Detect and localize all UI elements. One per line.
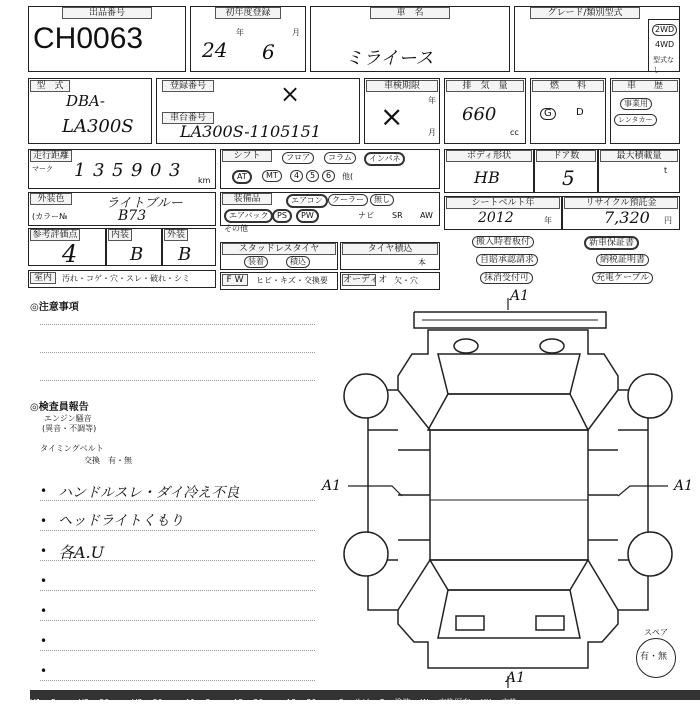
spare-label: スペア bbox=[644, 628, 668, 637]
bullet: • bbox=[40, 544, 48, 558]
lot-number-value: CH0063 bbox=[33, 22, 144, 55]
note-line bbox=[40, 530, 315, 531]
bullet: • bbox=[40, 604, 48, 618]
trans-mt: MT bbox=[262, 170, 282, 182]
legend-item: 30cm bbox=[152, 698, 175, 707]
legend-item: S bbox=[338, 698, 344, 707]
car-name-label: 車 名 bbox=[370, 7, 450, 19]
note-line bbox=[40, 500, 315, 501]
equip-aircon: エアコン bbox=[286, 194, 328, 208]
trans-4: 4 bbox=[290, 170, 303, 182]
bullet: • bbox=[40, 574, 48, 588]
first-registration-label: 初年度登録 bbox=[215, 7, 281, 19]
body-label: ボディ形状 bbox=[446, 150, 532, 162]
usage-business: 事業用 bbox=[620, 98, 652, 110]
doc-delivery: 搬入時着板付 bbox=[472, 236, 534, 248]
note-line bbox=[40, 380, 315, 381]
fw-label: F W bbox=[222, 274, 248, 286]
interior-cond-options: 汚れ・コゲ・穴・スレ・破れ・シミ bbox=[62, 274, 190, 283]
legend-item: 5cm bbox=[205, 698, 223, 707]
legend-item: A1 bbox=[184, 698, 196, 707]
registration-label: 登録番号 bbox=[162, 80, 214, 92]
bullet: • bbox=[40, 634, 48, 648]
registration-value: × bbox=[280, 80, 301, 108]
legend-item: U2 bbox=[78, 698, 90, 707]
load-unit: t bbox=[664, 166, 668, 175]
damage-mark-top: A1 bbox=[510, 288, 530, 304]
usage-label: 車 歴 bbox=[612, 80, 678, 92]
legend-item: U1 bbox=[30, 698, 41, 707]
mileage-digit: 1 bbox=[74, 160, 86, 181]
audio-options: 欠・穴 bbox=[394, 276, 418, 285]
bullet: • bbox=[40, 514, 48, 528]
legend-bar bbox=[30, 690, 700, 707]
fuel-d: D bbox=[576, 107, 584, 118]
drive-none: 型式なし bbox=[653, 56, 674, 74]
fuel-g: G bbox=[540, 108, 556, 120]
trans-other: 他( bbox=[342, 172, 354, 181]
studless-loaded: 積込 bbox=[286, 256, 310, 268]
note-line bbox=[40, 324, 315, 325]
score-value: 4 bbox=[62, 240, 78, 268]
legend-item: XX bbox=[480, 698, 492, 707]
seatbelt-label: シートベルト年 bbox=[446, 197, 560, 209]
displacement-unit: cc bbox=[510, 128, 519, 137]
legend-item: サビ bbox=[353, 698, 370, 707]
doors-label: ドア数 bbox=[536, 150, 596, 162]
note-entry-2: ヘッドライトくもり bbox=[58, 513, 184, 529]
lot-number-label: 出品番号 bbox=[62, 7, 152, 19]
inspection-year-unit: 年 bbox=[428, 96, 436, 105]
mileage-label: 走行距離 bbox=[30, 150, 72, 162]
chassis-label: 車台番号 bbox=[162, 112, 214, 124]
mileage-digit: 9 bbox=[131, 160, 143, 181]
exterior-score-value: B bbox=[178, 244, 192, 265]
recycle-value: 7,320 bbox=[604, 208, 650, 227]
mileage-digit: 0 bbox=[150, 160, 162, 181]
studless-fitted: 装着 bbox=[244, 256, 268, 268]
note-line bbox=[40, 680, 315, 681]
doors-value: 5 bbox=[562, 166, 575, 190]
engine-label: エンジン騒音 bbox=[44, 414, 92, 423]
trans-6: 6 bbox=[322, 170, 335, 182]
interior-score-value: B bbox=[130, 244, 144, 265]
equip-ps: PS bbox=[272, 209, 292, 223]
spare-tire-unit: 本 bbox=[418, 258, 426, 267]
equip-airbag: エアバック bbox=[224, 209, 273, 223]
doc-insurance: 自賠承認請求 bbox=[476, 254, 538, 266]
first-reg-month-unit: 月 bbox=[292, 28, 300, 37]
color-label: 外装色 bbox=[30, 193, 72, 205]
legend-item: U3 bbox=[131, 698, 143, 707]
mileage-unit: km bbox=[198, 176, 211, 185]
trans-at: AT bbox=[232, 170, 252, 184]
legend-item: W bbox=[420, 698, 429, 707]
load-label: 最大積載量 bbox=[600, 150, 678, 162]
legend-item: A2 bbox=[232, 698, 244, 707]
shift-column: コラム bbox=[324, 152, 356, 164]
equip-pw: PW bbox=[296, 209, 319, 223]
model-value: LA300S bbox=[62, 116, 134, 137]
engine-sub: (異音・不調等) bbox=[42, 424, 97, 433]
displacement-value: 660 bbox=[462, 104, 497, 125]
drive-2wd: 2WD bbox=[652, 24, 677, 36]
model-label: 型 式 bbox=[30, 80, 70, 92]
equip-navi: ナビ bbox=[358, 211, 374, 220]
mileage-digit: 3 bbox=[169, 160, 181, 181]
mileage-digit: 3 bbox=[93, 160, 105, 181]
legend-item: 20cm bbox=[99, 698, 122, 707]
mileage-mark: マーク bbox=[32, 165, 53, 173]
equipment-label: 装備品 bbox=[222, 193, 272, 205]
interior-cond-label: 室内 bbox=[30, 272, 56, 284]
car-name-value: ミライース bbox=[345, 48, 434, 69]
damage-mark-bottom: A1 bbox=[506, 670, 526, 686]
note-line bbox=[40, 560, 315, 561]
equip-sr: SR bbox=[392, 211, 403, 220]
notes-title: ◎注意事項 bbox=[30, 302, 79, 313]
legend-item: 交換歴有 bbox=[438, 698, 471, 707]
inspection-month-unit: 月 bbox=[428, 128, 436, 137]
damage-mark-left: A1 bbox=[322, 478, 342, 494]
fuel-label: 燃 料 bbox=[532, 80, 604, 92]
interior-score-label: 内装 bbox=[108, 229, 132, 241]
doc-tax: 納税証明書 bbox=[596, 254, 649, 266]
usage-rental: レンタカー bbox=[614, 114, 657, 126]
inspector-title: ◎検査員報告 bbox=[30, 402, 89, 413]
spare-value: 有・無 bbox=[640, 652, 668, 662]
equip-aw: AW bbox=[420, 211, 433, 220]
shift-floor: フロア bbox=[282, 152, 314, 164]
legend-item: 交換 bbox=[501, 698, 518, 707]
spare-tire-label: タイヤ積込 bbox=[342, 243, 438, 255]
legend-item: P bbox=[379, 698, 385, 707]
timing-swap: 交換 有・無 bbox=[84, 456, 132, 465]
displacement-label: 排 気 量 bbox=[446, 80, 524, 92]
note-entry-1: ハンドルスレ・ダイ冷え不良 bbox=[58, 485, 240, 501]
legend-item: 塗装 bbox=[394, 698, 411, 707]
doc-warranty: 新車保証書 bbox=[584, 236, 639, 250]
fw-options: ヒビ・キズ・交換要 bbox=[256, 276, 328, 285]
legend-item: 30cm bbox=[306, 698, 329, 707]
chassis-value: LA300S-1105151 bbox=[180, 122, 321, 141]
seatbelt-unit: 年 bbox=[544, 216, 552, 225]
studless-label: スタッドレスタイヤ bbox=[222, 243, 336, 255]
equip-other: その他 bbox=[224, 224, 248, 233]
first-reg-year-unit: 年 bbox=[236, 28, 244, 37]
color-code: B73 bbox=[118, 208, 147, 224]
equip-cooler: クーラー bbox=[328, 194, 368, 206]
first-reg-month: 6 bbox=[262, 40, 275, 64]
shift-inpane: インパネ bbox=[364, 152, 405, 166]
audio-label: オーディオ bbox=[343, 275, 388, 285]
legend-item: A3 bbox=[285, 698, 297, 707]
note-line bbox=[40, 650, 315, 651]
car-damage-diagram bbox=[318, 290, 700, 690]
trans-5: 5 bbox=[306, 170, 319, 182]
exterior-score-label: 外装 bbox=[164, 229, 188, 241]
recycle-label: リサイクル預託金 bbox=[564, 197, 678, 209]
inspection-value: × bbox=[380, 100, 404, 133]
score-label: 参考評価点 bbox=[30, 229, 80, 241]
mileage-digit: 5 bbox=[112, 160, 124, 181]
color-code-label: (カラー№ bbox=[32, 212, 68, 221]
seatbelt-value: 2012 bbox=[478, 210, 514, 226]
drive-4wd: 4WD bbox=[655, 40, 675, 49]
legend-item: 5cm bbox=[50, 698, 69, 707]
note-entry-3: 各A.U bbox=[58, 543, 105, 562]
model-prefix: DBA- bbox=[66, 92, 105, 110]
bullet: • bbox=[40, 664, 48, 678]
doc-cable: 充電ケーブル bbox=[592, 272, 653, 284]
legend-item: 20cm bbox=[253, 698, 276, 707]
body-value: HB bbox=[474, 168, 500, 187]
doc-cancel: 抹消受付可 bbox=[480, 272, 533, 284]
first-reg-year: 24 bbox=[202, 38, 228, 62]
grade-label: グレード/類別型式 bbox=[530, 7, 640, 19]
mileage-digits bbox=[74, 160, 194, 188]
color-value: ライトブルー bbox=[106, 196, 183, 211]
damage-mark-right: A1 bbox=[674, 478, 694, 494]
recycle-unit: 円 bbox=[664, 216, 672, 225]
bullet: • bbox=[40, 484, 48, 498]
equip-none: 無し bbox=[370, 194, 394, 206]
note-line bbox=[40, 590, 315, 591]
note-line bbox=[40, 352, 315, 353]
timing-label: タイミングベルト bbox=[40, 444, 104, 453]
inspection-label: 車検期限 bbox=[366, 80, 438, 92]
shift-label: シフト bbox=[222, 150, 272, 162]
note-line bbox=[40, 620, 315, 621]
